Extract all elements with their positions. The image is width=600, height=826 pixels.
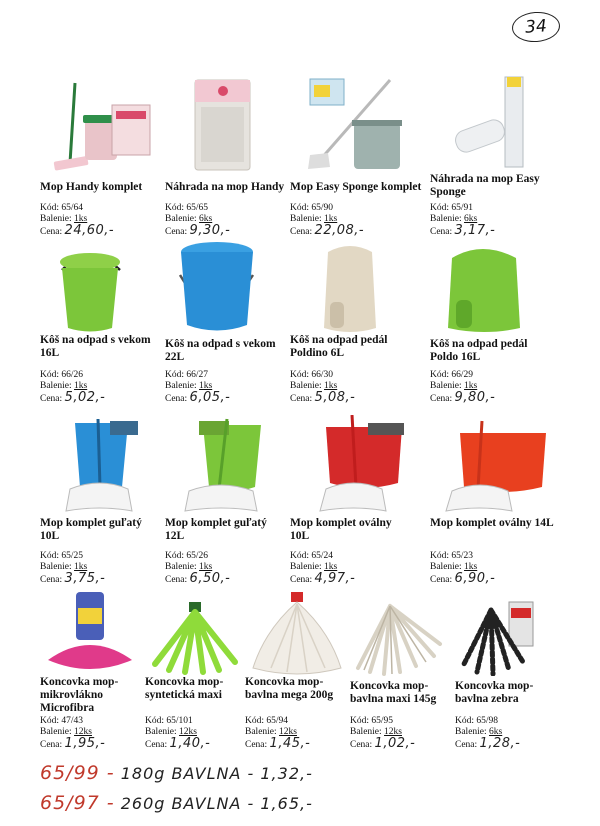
product-price: 9,80,-	[454, 390, 496, 405]
mop-bucket-red-image	[290, 415, 410, 515]
product-meta: Kód: 65/94 Balenie: 12ks Cena: 1,45,-	[245, 716, 311, 751]
product-title: Mop komplet guľatý 12L	[165, 517, 267, 542]
product-meta: Kód: 47/43 Balenie: 12ks Cena: 1,95,-	[40, 716, 106, 751]
product-meta: Kód: 66/27 Balenie: 1ks Cena: 6,05,-	[165, 370, 231, 405]
product-code: 65/25	[61, 551, 84, 561]
product-code: 65/24	[311, 551, 334, 561]
product-price: 6,90,-	[454, 571, 496, 586]
product-pack: 1ks	[464, 562, 478, 572]
product-title: Náhrada na mop Easy Sponge	[430, 173, 540, 198]
product-code: 65/91	[451, 203, 474, 213]
mop-handy-refill-image	[165, 75, 285, 175]
product-price: 1,02,-	[374, 736, 416, 751]
product-pack: 1ks	[464, 381, 478, 391]
product-title: Náhrada na mop Handy	[165, 181, 285, 193]
product-title: Kôš na odpad pedál Poldo 16L	[430, 338, 528, 363]
product-price: 1,28,-	[479, 736, 521, 751]
bin-green-pedal-image	[430, 240, 550, 340]
note-text: 180g BAVLNA - 1,32,-	[120, 764, 313, 783]
product-code: 47/43	[61, 716, 84, 726]
handwritten-note	[40, 762, 313, 784]
product-pack: 12ks	[179, 727, 197, 737]
product-pack: 1ks	[324, 562, 338, 572]
mop-head-synthetic-image	[145, 600, 245, 676]
product-meta: Kód: 65/90 Balenie: 1ks Cena: 22,08,-	[290, 203, 365, 238]
note-code: 65/97 -	[40, 792, 115, 814]
product-title: Kôš na odpad s vekom 16L	[40, 334, 151, 359]
product-pack: 1ks	[74, 381, 88, 391]
product-code: 66/26	[61, 370, 84, 380]
product-title: Kôš na odpad pedál Poldino 6L	[290, 334, 388, 359]
product-price: 4,97,-	[314, 571, 356, 586]
mop-head-zebra-image	[455, 600, 545, 676]
mop-head-microfibra-image	[40, 590, 140, 676]
product-price: 24,60,-	[64, 223, 115, 238]
mop-head-cotton-mega-image	[245, 590, 350, 676]
product-meta: Kód: 65/25 Balenie: 1ks Cena: 3,75,-	[40, 551, 106, 586]
product-price: 1,45,-	[269, 736, 311, 751]
product-price: 6,50,-	[189, 571, 231, 586]
product-title: Koncovka mop-bavlna zebra	[455, 680, 534, 705]
product-code: 65/64	[61, 203, 84, 213]
page-number: 34	[511, 10, 561, 43]
bin-beige-pedal-image	[290, 240, 410, 340]
product-title: Koncovka mop-syntetická maxi	[145, 676, 224, 701]
product-pack: 1ks	[74, 214, 88, 224]
product-pack: 1ks	[324, 214, 338, 224]
product-code: 65/90	[311, 203, 334, 213]
product-pack: 6ks	[489, 727, 503, 737]
product-title: Mop komplet oválny 14L	[430, 517, 554, 529]
mop-head-cotton-maxi-image	[350, 600, 445, 676]
note-code: 65/99 -	[40, 762, 115, 784]
product-price: 6,05,-	[189, 390, 231, 405]
product-price: 1,95,-	[64, 736, 106, 751]
mop-easy-sponge-refill-image	[430, 75, 550, 175]
product-meta: Kód: 65/98 Balenie: 6ks Cena: 1,28,-	[455, 716, 521, 751]
product-pack: 1ks	[324, 381, 338, 391]
mop-bucket-green-image	[165, 415, 285, 515]
product-price: 1,40,-	[169, 736, 211, 751]
product-pack: 12ks	[384, 727, 402, 737]
product-pack: 12ks	[279, 727, 297, 737]
product-pack: 1ks	[74, 562, 88, 572]
product-pack: 12ks	[74, 727, 92, 737]
product-price: 22,08,-	[314, 223, 365, 238]
bin-blue-lid-image	[165, 240, 285, 340]
product-meta: Kód: 66/30 Balenie: 1ks Cena: 5,08,-	[290, 370, 356, 405]
product-code: 66/27	[186, 370, 209, 380]
product-code: 66/29	[451, 370, 474, 380]
product-meta: Kód: 65/65 Balenie: 6ks Cena: 9,30,-	[165, 203, 231, 238]
product-code: 65/23	[451, 551, 474, 561]
product-meta: Kód: 65/23 Balenie: 1ks Cena: 6,90,-	[430, 551, 496, 586]
product-title: Koncovka mop-bavlna mega 200g	[245, 676, 334, 701]
product-meta: Kód: 65/64 Balenie: 1ks Cena: 24,60,-	[40, 203, 115, 238]
product-code: 65/95	[371, 716, 394, 726]
product-price: 5,08,-	[314, 390, 356, 405]
note-text: 260g BAVLNA - 1,65,-	[120, 794, 313, 813]
product-price: 9,30,-	[189, 223, 231, 238]
product-code: 65/26	[186, 551, 209, 561]
product-price: 3,17,-	[454, 223, 496, 238]
product-pack: 6ks	[464, 214, 478, 224]
mop-handy-image	[40, 75, 160, 175]
product-title: Mop komplet guľatý 10L	[40, 517, 142, 542]
product-pack: 1ks	[199, 381, 213, 391]
product-pack: 1ks	[199, 562, 213, 572]
product-code: 65/65	[186, 203, 209, 213]
product-price: 5,02,-	[64, 390, 106, 405]
product-code: 65/98	[476, 716, 499, 726]
product-code: 65/94	[266, 716, 289, 726]
product-code: 66/30	[311, 370, 334, 380]
product-meta: Kód: 65/91 Balenie: 6ks Cena: 3,17,-	[430, 203, 496, 238]
mop-easy-sponge-image	[290, 75, 410, 175]
mop-bucket-orange-image	[430, 415, 550, 515]
product-meta: Kód: 66/26 Balenie: 1ks Cena: 5,02,-	[40, 370, 106, 405]
product-code: 65/101	[166, 716, 193, 726]
product-title: Mop Handy komplet	[40, 181, 143, 193]
product-title: Koncovka mop-mikrovlákno Microfibra	[40, 676, 119, 714]
product-title: Mop Easy Sponge komplet	[290, 181, 422, 193]
product-title: Mop komplet oválny 10L	[290, 517, 392, 542]
product-price: 3,75,-	[64, 571, 106, 586]
product-meta: Kód: 65/24 Balenie: 1ks Cena: 4,97,-	[290, 551, 356, 586]
product-title: Kôš na odpad s vekom 22L	[165, 338, 276, 363]
product-meta: Kód: 65/95 Balenie: 12ks Cena: 1,02,-	[350, 716, 416, 751]
product-meta: Kód: 65/26 Balenie: 1ks Cena: 6,50,-	[165, 551, 231, 586]
handwritten-note	[40, 792, 313, 814]
product-meta: Kód: 65/101 Balenie: 12ks Cena: 1,40,-	[145, 716, 211, 751]
product-meta: Kód: 66/29 Balenie: 1ks Cena: 9,80,-	[430, 370, 496, 405]
product-title: Koncovka mop-bavlna maxi 145g	[350, 680, 437, 705]
product-pack: 6ks	[199, 214, 213, 224]
mop-bucket-blue-image	[40, 415, 160, 515]
bin-green-lid-image	[40, 240, 160, 340]
